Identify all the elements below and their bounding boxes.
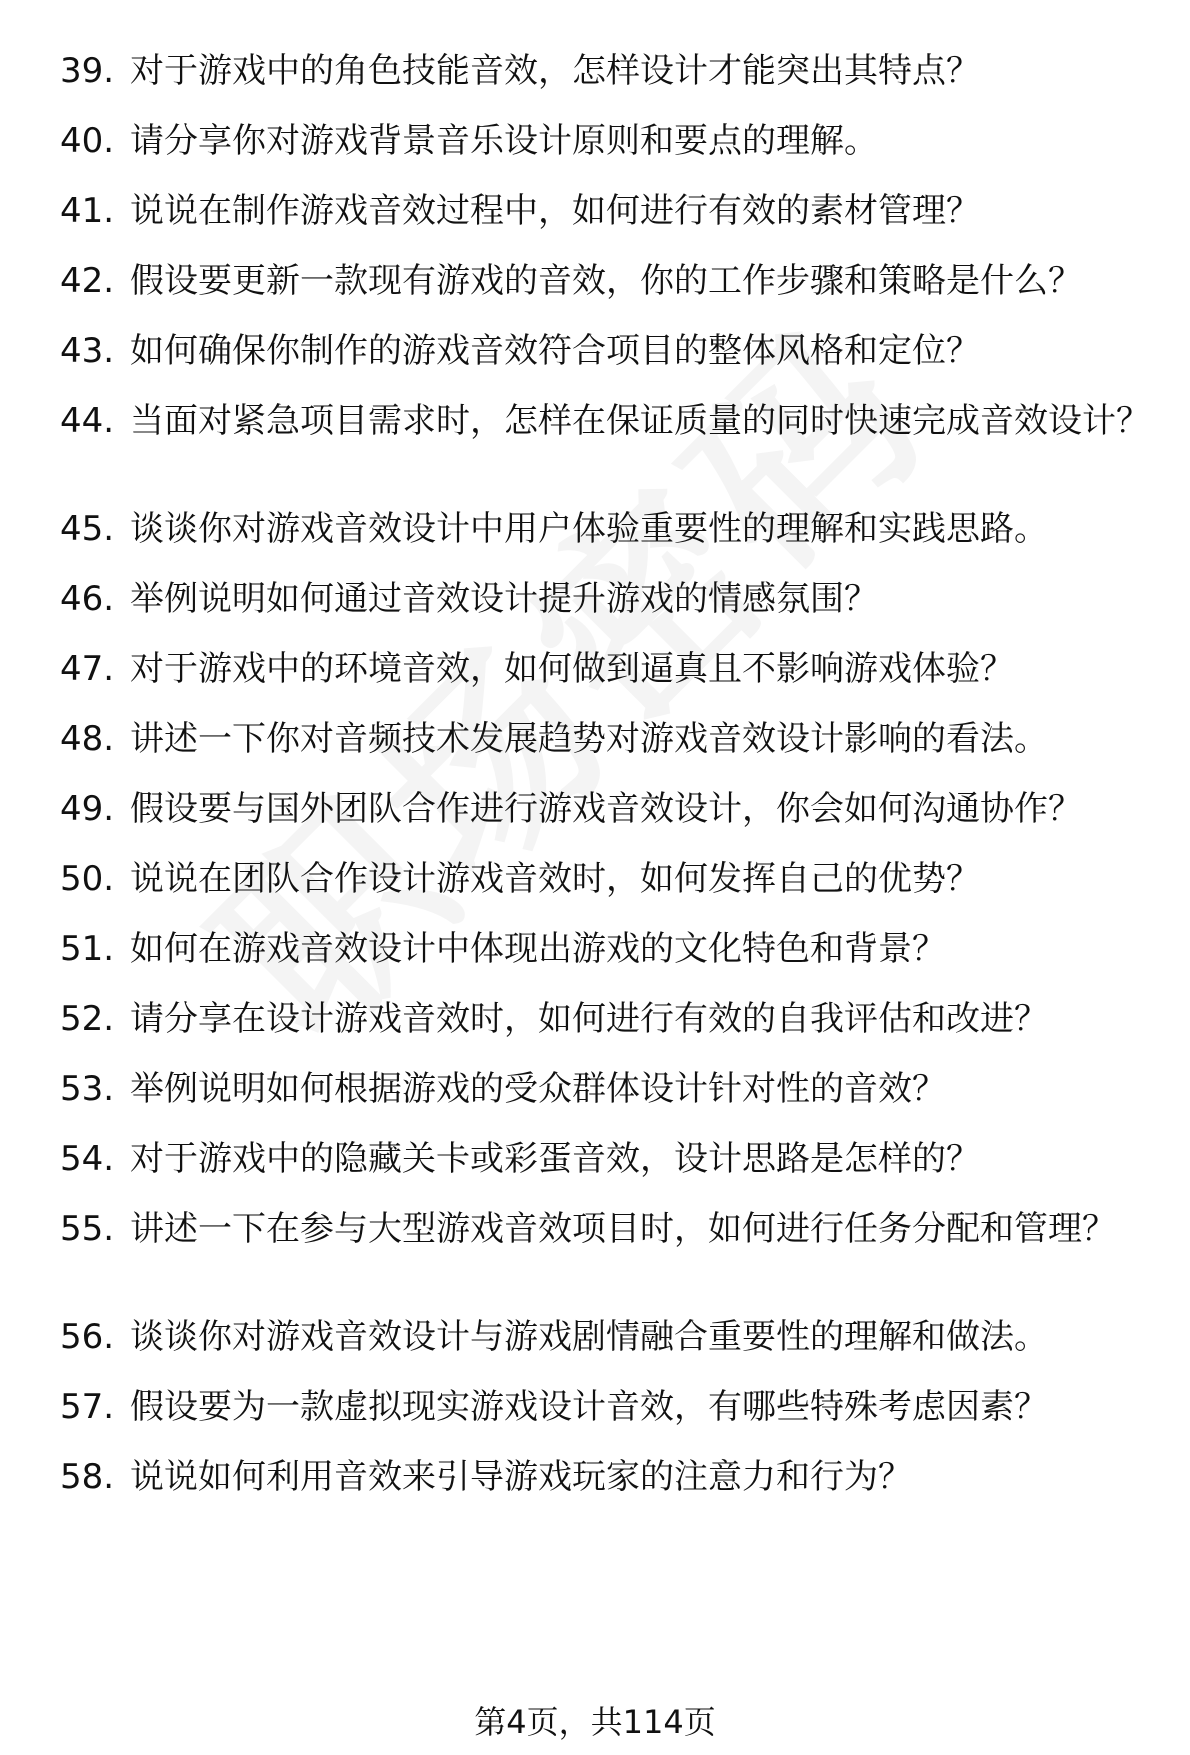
question-text: 讲述一下在参与大型游戏音效项目时，如何进行任务分配和管理？ xyxy=(130,1209,1116,1249)
question-item xyxy=(60,786,1160,832)
question-item xyxy=(60,1206,1160,1252)
question-item xyxy=(60,188,1160,234)
question-item xyxy=(60,856,1160,902)
question-number: 44. xyxy=(60,401,115,441)
question-item xyxy=(60,1314,1160,1360)
question-text: 对于游戏中的隐藏关卡或彩蛋音效，设计思路是怎样的？ xyxy=(130,1139,980,1179)
question-item xyxy=(60,118,1160,164)
question-number: 53. xyxy=(60,1069,115,1109)
question-text: 假设要为一款虚拟现实游戏设计音效，有哪些特殊考虑因素？ xyxy=(130,1387,1048,1427)
question-item xyxy=(60,1136,1160,1182)
question-number: 58. xyxy=(60,1457,115,1497)
question-text: 如何确保你制作的游戏音效符合项目的整体风格和定位？ xyxy=(130,331,980,371)
question-number: 39. xyxy=(60,51,115,91)
question-text: 如何在游戏音效设计中体现出游戏的文化特色和背景？ xyxy=(130,929,946,969)
question-number: 41. xyxy=(60,191,115,231)
question-number: 57. xyxy=(60,1387,115,1427)
question-text: 当面对紧急项目需求时，怎样在保证质量的同时快速完成音效设计？ xyxy=(130,401,1150,441)
question-item xyxy=(60,996,1160,1042)
question-text: 谈谈你对游戏音效设计中用户体验重要性的理解和实践思路。 xyxy=(130,509,1048,549)
question-text: 讲述一下你对音频技术发展趋势对游戏音效设计影响的看法。 xyxy=(130,719,1048,759)
question-item xyxy=(60,926,1160,972)
question-text: 请分享你对游戏背景音乐设计原则和要点的理解。 xyxy=(130,121,878,161)
question-item xyxy=(60,646,1160,692)
question-number: 49. xyxy=(60,789,115,829)
question-number: 48. xyxy=(60,719,115,759)
question-number: 46. xyxy=(60,579,115,619)
question-number: 45. xyxy=(60,509,115,549)
question-number: 42. xyxy=(60,261,115,301)
question-number: 50. xyxy=(60,859,115,899)
question-number: 43. xyxy=(60,331,115,371)
question-text: 说说如何利用音效来引导游戏玩家的注意力和行为？ xyxy=(130,1457,912,1497)
question-number: 40. xyxy=(60,121,115,161)
question-item xyxy=(60,1384,1160,1430)
question-item xyxy=(60,576,1160,622)
question-text: 假设要与国外团队合作进行游戏音效设计，你会如何沟通协作？ xyxy=(130,789,1082,829)
question-item xyxy=(60,1066,1160,1112)
question-number: 52. xyxy=(60,999,115,1039)
question-item xyxy=(60,258,1160,304)
question-item xyxy=(60,398,1160,444)
question-number: 47. xyxy=(60,649,115,689)
question-item xyxy=(60,716,1160,762)
question-item xyxy=(60,506,1160,552)
question-item xyxy=(60,328,1160,374)
question-text: 对于游戏中的角色技能音效，怎样设计才能突出其特点？ xyxy=(130,51,980,91)
question-number: 51. xyxy=(60,929,115,969)
question-text: 谈谈你对游戏音效设计与游戏剧情融合重要性的理解和做法。 xyxy=(130,1317,1048,1357)
question-text: 对于游戏中的环境音效，如何做到逼真且不影响游戏体验？ xyxy=(130,649,1014,689)
question-number: 56. xyxy=(60,1317,115,1357)
question-text: 说说在制作游戏音效过程中，如何进行有效的素材管理？ xyxy=(130,191,980,231)
question-number: 54. xyxy=(60,1139,115,1179)
question-text: 举例说明如何通过音效设计提升游戏的情感氛围？ xyxy=(130,579,878,619)
page-footer: 第4页，共114页 xyxy=(474,1703,716,1741)
question-number: 55. xyxy=(60,1209,115,1249)
question-text: 假设要更新一款现有游戏的音效，你的工作步骤和策略是什么？ xyxy=(130,261,1082,301)
question-item xyxy=(60,1454,1160,1500)
question-item xyxy=(60,48,1160,94)
question-text: 举例说明如何根据游戏的受众群体设计针对性的音效？ xyxy=(130,1069,946,1109)
question-text: 说说在团队合作设计游戏音效时，如何发挥自己的优势？ xyxy=(130,859,980,899)
question-text: 请分享在设计游戏音效时，如何进行有效的自我评估和改进？ xyxy=(130,999,1048,1039)
